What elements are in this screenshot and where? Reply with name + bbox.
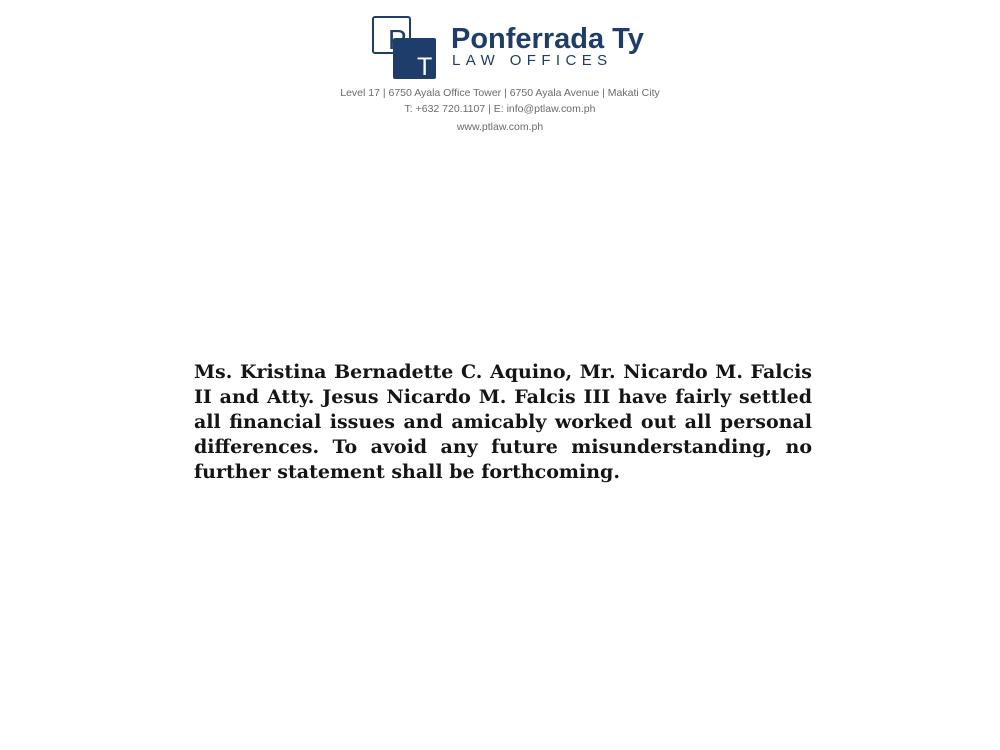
firm-subtitle: LAW OFFICES xyxy=(452,52,613,69)
office-address: Level 17 | 6750 Ayala Office Tower | 6750 Ayala Avenue | Makati City xyxy=(340,87,660,99)
website-link[interactable]: www.ptlaw.com.ph xyxy=(456,121,544,133)
firm-name: Ponferrada Ty xyxy=(451,23,644,55)
firm-logo xyxy=(370,14,644,82)
logo-letter-t: T xyxy=(417,53,433,81)
statement-paragraph: Ms. Kristina Bernadette C. Aquino, Mr. Nicardo M. Falcis II and Atty. Jesus Nicardo M. Falcis III have fairly settled all financial issues and amicably worked out all personal differences. To avoid any future misunderstanding, no further statement shall be forthcoming. xyxy=(194,361,812,483)
contact-info: T: +632 720.1107 | E: info@ptlaw.com.ph xyxy=(404,103,596,115)
pt-monogram-icon xyxy=(370,14,438,82)
logo-letter-p: P xyxy=(388,24,407,55)
letterhead xyxy=(0,0,1000,140)
